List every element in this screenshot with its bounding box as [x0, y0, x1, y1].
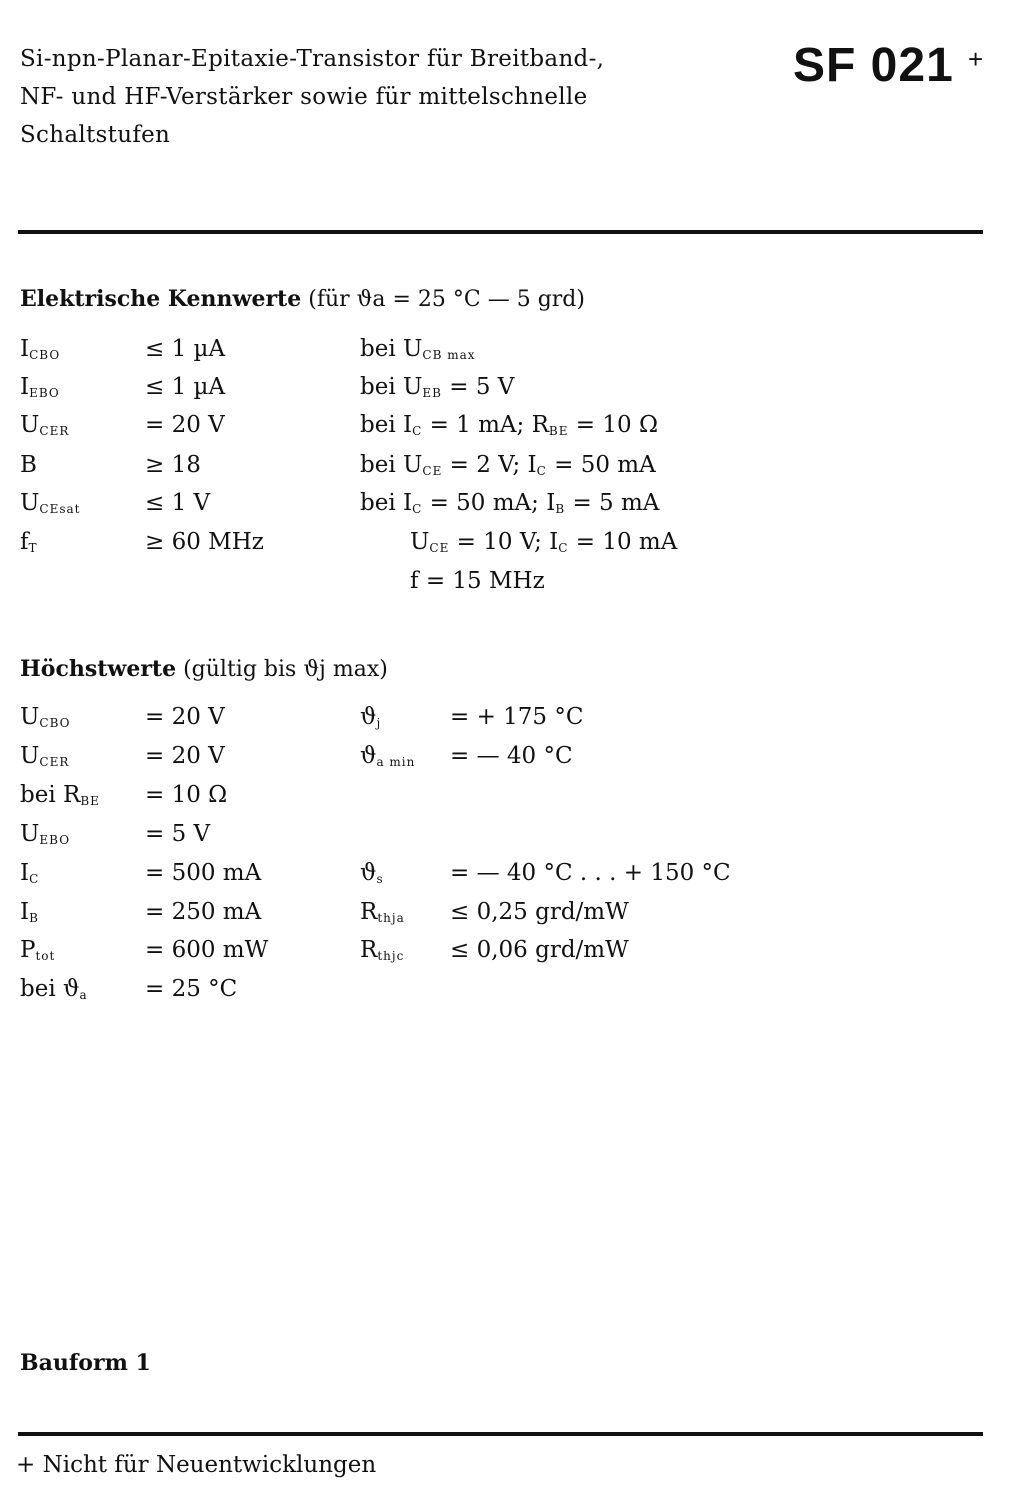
elec-relation: = 20 V [145, 412, 225, 438]
rating-symbol: $P_{tot}$ [20, 937, 56, 963]
elec-relation: ≤ 1 µA [145, 336, 226, 362]
ratings-heading-title: Höchstwerte [20, 656, 177, 682]
elec-condition: bei $I_C = 1$ mA; $R_{BE} = 10$ Ω [360, 412, 659, 438]
subtitle-line-1: Si-npn-Planar-Epitaxie-Transistor für Breitband-, [20, 46, 605, 72]
elec-symbol: B [20, 452, 37, 478]
elec-condition: bei $I_C = 50$ mA; $I_B = 5$ mA [360, 490, 660, 516]
rating-value: = 250 mA [145, 899, 262, 925]
rating-symbol: $ϑ_{a min}$ [360, 743, 416, 769]
rating-symbol: $ϑ_j$ [360, 704, 382, 730]
elec-condition: bei $U_{CE} = 2$ V; $I_C = 50$ mA [360, 452, 656, 478]
rating-symbol: $R_{thja}$ [360, 899, 405, 925]
part-number: SF 021 [793, 39, 954, 92]
rating-value: = — 40 °C . . . + 150 °C [450, 860, 731, 886]
rating-value: = 600 mW [145, 937, 269, 963]
elec-condition: $U_{CE} = 10$ V; $I_C = 10$ mA [410, 529, 678, 555]
bottom-divider [18, 1432, 983, 1436]
elec-relation: ≤ 1 V [145, 490, 211, 516]
subtitle-line-2: NF- und HF-Verstärker sowie für mittelschnelle [20, 84, 588, 110]
rating-symbol: bei $ϑ_a$ [20, 976, 88, 1002]
rating-symbol: $I_B$ [20, 899, 39, 925]
elec-condition: bei $U_{CB max}$ [360, 336, 476, 362]
electrical-heading-title: Elektrische Kennwerte [20, 286, 302, 312]
rating-value: = — 40 °C [450, 743, 573, 769]
rating-value: ≤ 0,06 grd/mW [450, 937, 629, 963]
elec-relation: ≥ 60 MHz [145, 529, 264, 555]
rating-symbol: $I_C$ [20, 860, 40, 886]
rating-value: = 5 V [145, 821, 211, 847]
elec-symbol: $I_{EBO}$ [20, 374, 60, 400]
rating-value: = 10 Ω [145, 782, 228, 808]
package-label-text: Bauform 1 [20, 1350, 151, 1376]
elec-relation: ≤ 1 µA [145, 374, 226, 400]
part-number-mark: + [968, 44, 984, 74]
rating-value: = 20 V [145, 743, 225, 769]
elec-condition: f = 15 MHz [410, 568, 545, 594]
elec-symbol: $I_{CBO}$ [20, 336, 61, 362]
elec-condition: bei $U_{EB} = 5$ V [360, 374, 515, 400]
rating-symbol: $U_{CBO}$ [20, 704, 71, 730]
subtitle-line-3: Schaltstufen [20, 122, 171, 148]
rating-symbol: bei $R_{BE}$ [20, 782, 100, 808]
elec-symbol: $f_T$ [20, 529, 38, 555]
elec-symbol: $U_{CER}$ [20, 412, 70, 438]
footnote: + Nicht für Neuentwicklungen [16, 1452, 377, 1478]
package-label [20, 1350, 151, 1376]
elec-relation: ≥ 18 [145, 452, 201, 478]
ratings-heading-condition: (gültig bis ϑj max) [183, 657, 388, 682]
electrical-heading [20, 286, 585, 312]
rating-symbol: $R_{thjc}$ [360, 937, 405, 963]
rating-symbol: $U_{CER}$ [20, 743, 70, 769]
elec-symbol: $U_{CEsat}$ [20, 490, 81, 516]
rating-value: = 25 °C [145, 976, 238, 1002]
rating-symbol: $U_{EBO}$ [20, 821, 71, 847]
electrical-heading-condition: (für ϑa = 25 °C — 5 grd) [308, 287, 585, 312]
rating-value: ≤ 0,25 grd/mW [450, 899, 629, 925]
rating-symbol: $ϑ_s$ [360, 860, 384, 886]
ratings-heading [20, 656, 388, 682]
rating-value: = 500 mA [145, 860, 262, 886]
rating-value: = 20 V [145, 704, 225, 730]
top-divider [18, 230, 983, 234]
rating-value: = + 175 °C [450, 704, 584, 730]
